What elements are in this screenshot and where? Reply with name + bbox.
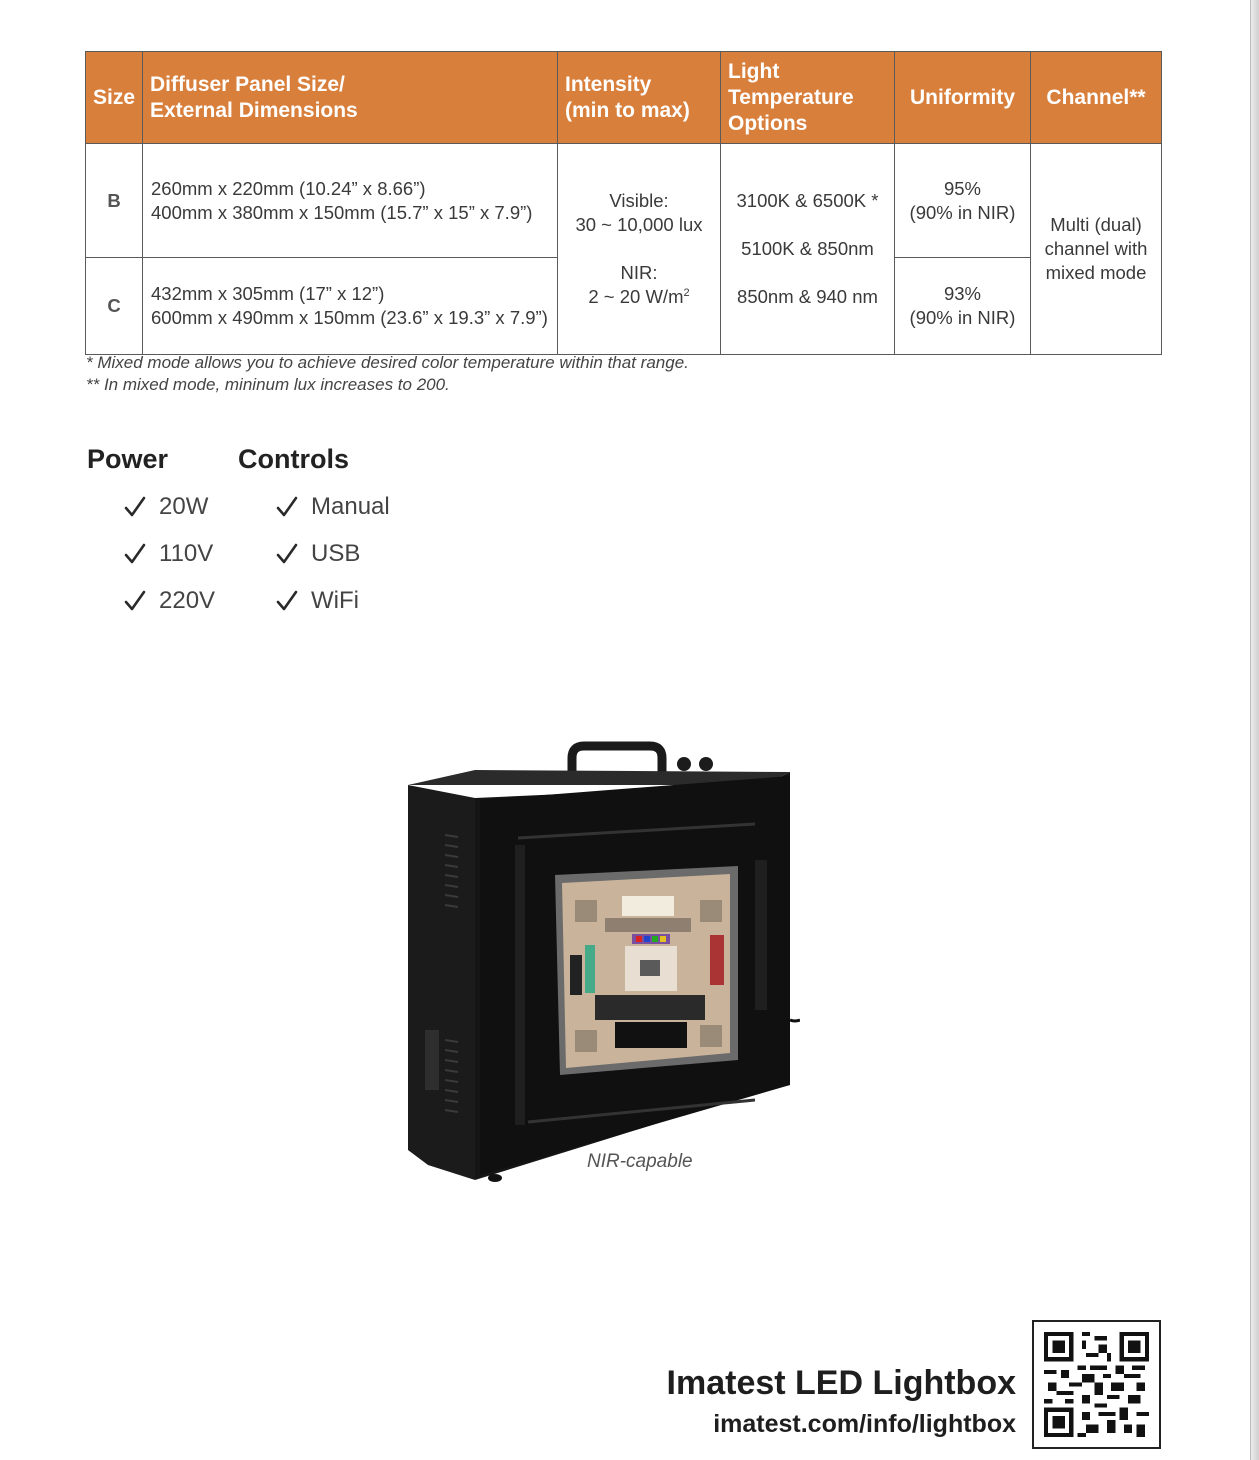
checkmark-icon	[276, 590, 298, 612]
checkmark-icon	[276, 496, 298, 518]
power-title: Power	[87, 444, 169, 474]
controls-title: Controls	[238, 444, 349, 474]
header-temperature: Light Temperature Options	[721, 52, 895, 144]
power-item: 110V	[124, 540, 213, 568]
dimensions-cell: 260mm x 220mm (10.24” x 8.66”) 400mm x 380mm x 150mm (15.7” x 15” x 7.9”)	[143, 144, 558, 258]
controls-item: Manual	[276, 493, 390, 521]
table-footnotes	[86, 352, 689, 396]
spec-table	[85, 51, 1162, 355]
channel-cell: Multi (dual) channel with mixed mode	[1031, 144, 1162, 355]
header-size: Size	[86, 52, 143, 144]
header-intensity: Intensity (min to max)	[558, 52, 721, 144]
product-title: Imatest LED Lightbox	[666, 1364, 1016, 1402]
footnote: * Mixed mode allows you to achieve desired color temperature within that range.	[86, 353, 689, 372]
header-diffuser: Diffuser Panel Size/ External Dimensions	[143, 52, 558, 144]
checkmark-icon	[276, 543, 298, 565]
qr-code-icon	[1044, 1332, 1149, 1437]
led-lightbox-photo	[400, 740, 800, 1185]
uniformity-cell: 93% (90% in NIR)	[895, 258, 1031, 355]
controls-item: WiFi	[276, 587, 359, 615]
power-item: 20W	[124, 493, 208, 521]
uniformity-cell: 95% (90% in NIR)	[895, 144, 1031, 258]
photo-caption: NIR-capable	[587, 1151, 693, 1172]
table-row	[86, 144, 1162, 258]
intensity-cell: Visible: 30 ~ 10,000 lux NIR: 2 ~ 20 $W/m^2$	[558, 144, 721, 355]
table-header-row	[86, 52, 1162, 144]
checkmark-icon	[124, 543, 146, 565]
power-item: 220V	[124, 587, 215, 615]
dimensions-cell: 432mm x 305mm (17” x 12”) 600mm x 490mm x 150mm (23.6” x 19.3” x 7.9”)	[143, 258, 558, 355]
product-url[interactable]: imatest.com/info/lightbox	[713, 1410, 1016, 1438]
size-cell: B	[86, 144, 143, 258]
page-edge	[1250, 0, 1259, 1460]
temperature-cell: 3100K & 6500K * 5100K & 850nm 850nm & 940 nm	[721, 144, 895, 355]
checkmark-icon	[124, 496, 146, 518]
header-uniformity: Uniformity	[895, 52, 1031, 144]
qr-code[interactable]	[1032, 1320, 1161, 1449]
footnote: ** In mixed mode, mininum lux increases to 200.	[86, 375, 450, 394]
controls-item: USB	[276, 540, 360, 568]
size-cell: C	[86, 258, 143, 355]
checkmark-icon	[124, 590, 146, 612]
header-channel: Channel**	[1031, 52, 1162, 144]
